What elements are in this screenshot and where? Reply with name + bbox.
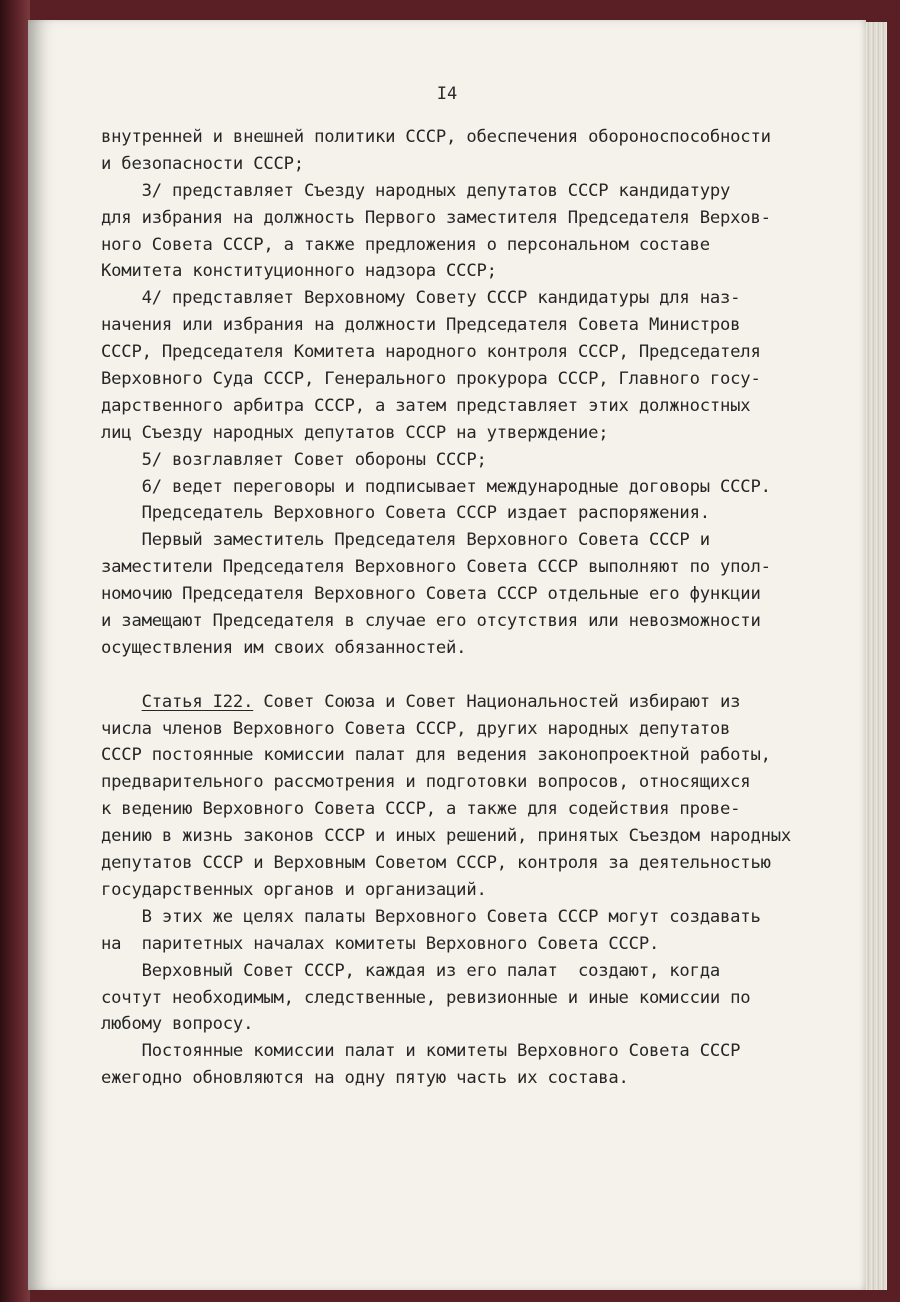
text-line: любому вопросу. [101,1014,254,1035]
text-line: лиц Съезду народных депутатов СССР на утверждение; [101,422,609,443]
text-line: и замещают Председателя в случае его отсутствия или невозможности [101,611,761,632]
text-line: дарственного арбитра СССР, а затем представляет этих должностных [101,395,751,416]
text-line: депутатов СССР и Верховным Советом СССР, контроля за деятельностью [101,853,771,874]
text-line: начения или избрания на должности Председателя Совета Министров [101,315,741,336]
text-line: заместители Председателя Верховного Совета СССР выполняют по упол- [101,557,771,578]
text-line: 5/ возглавляет Совет обороны СССР; [101,449,487,470]
document-page [28,20,866,1290]
text-line: номочию Председателя Верховного Совета СССР отдельные его функции [101,584,761,605]
text-line: Верховный Совет СССР, каждая из его палат создают, когда [101,960,721,981]
text-line: числа членов Верховного Совета СССР, других народных депутатов [101,718,731,739]
text-line: на паритетных началах комитеты Верховного Совета СССР. [101,933,660,954]
text-line: государственных органов и организаций. [101,879,487,900]
text-line: сочтут необходимым, следственные, ревизионные и иные комиссии по [101,987,751,1008]
text-line: Комитета конституционного надзора СССР; [101,261,497,282]
text-line: осуществления им своих обязанностей. [101,637,467,658]
page-number: I4 [436,84,458,104]
article-first-line [101,689,861,716]
paragraphs-block-1 [101,124,861,662]
text-line: 3/ представляет Съезду народных депутатов СССР кандидатуру [101,180,731,201]
text-line: СССР, Председателя Комитета народного контроля СССР, Председателя [101,342,761,363]
text-line: ного Совета СССР, а также предложения о персональном составе [101,234,710,255]
article-122 [101,689,861,1092]
book-binding-shadow [0,0,30,1302]
text-line: СССР постоянные комиссии палат для ведения законопроектной работы, [101,745,771,766]
text-line: 6/ ведет переговоры и подписывает международные договоры СССР. [101,476,771,497]
text-line: для избрания на должность Первого заместителя Председателя Верхов- [101,207,771,228]
text-line: Первый заместитель Председателя Верховного Совета СССР и [101,530,710,551]
text-line: Председатель Верховного Совета СССР издает распоряжения. [101,503,710,524]
page-stack-edge [864,22,887,1290]
text-line: и безопасности СССР; [101,153,304,174]
text-line: ежегодно обновляются на одну пятую часть их состава. [101,1068,629,1089]
document-body [101,124,861,1092]
paragraph-gap [101,662,861,689]
text-line: внутренней и внешней политики СССР, обеспечения обороноспособности [101,127,771,147]
text-line: к ведению Верховного Совета СССР, а также для содействия прове- [101,799,741,820]
article-heading: Статья I22. [141,691,254,712]
text-line: 4/ представляет Верховному Совету СССР кандидатуры для наз- [101,288,741,309]
text-line: Постоянные комиссии палат и комитеты Верховного Совета СССР [101,1041,741,1062]
text-line: В этих же целях палаты Верховного Совета СССР могут создавать [101,906,761,927]
article-first-line-text: Совет Союза и Совет Национальностей избирают из [253,691,741,712]
text-line: предварительного рассмотрения и подготовки вопросов, относящихся [101,772,751,793]
article-indent [101,692,142,712]
text-line: Верховного Суда СССР, Генерального прокурора СССР, Главного госу- [101,369,761,390]
text-line: дению в жизнь законов СССР и иных решений, принятых Съездом народных [101,826,792,847]
